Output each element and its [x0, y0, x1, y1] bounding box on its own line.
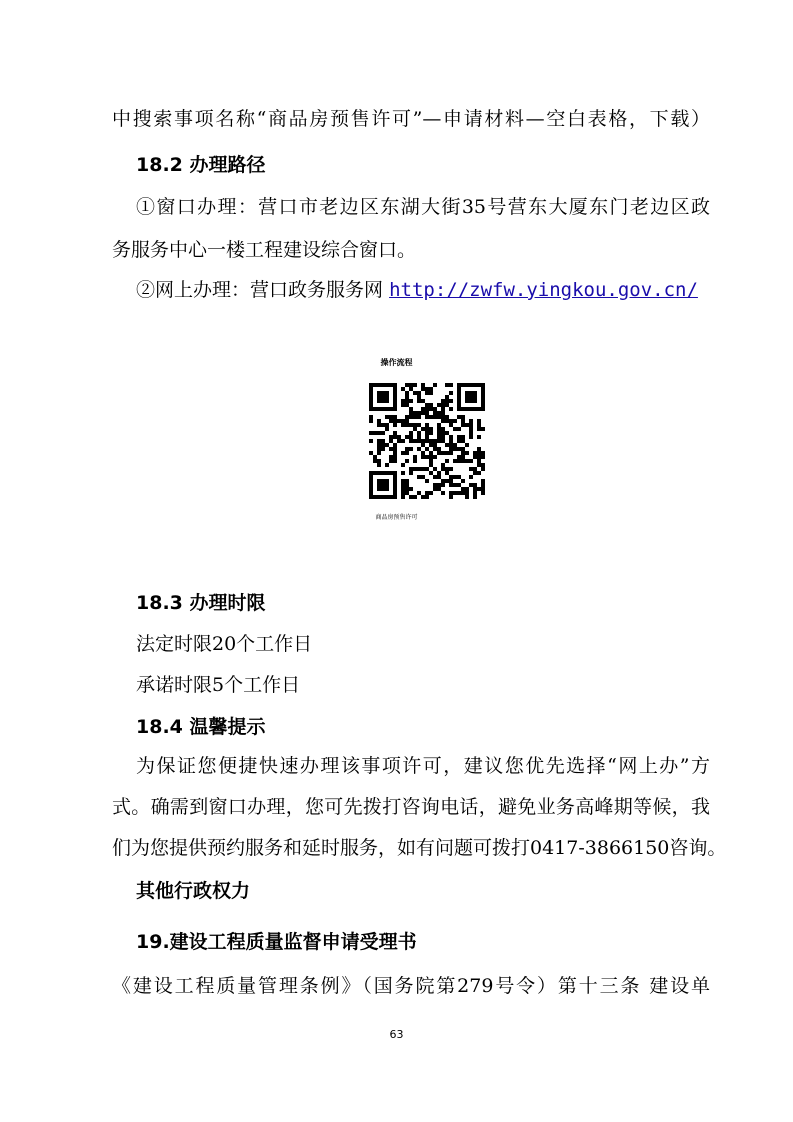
- law-citation-line: 《建设工程质量管理条例》（国务院第279号令）第十三条 建设单: [112, 975, 710, 997]
- route-online-label: ②网上办理：营口政务服务网: [136, 279, 384, 301]
- page-number: 63: [389, 1028, 404, 1041]
- tip-line-1: 为保证您便捷快速办理该事项许可，建议您优先选择“网上办”方: [136, 755, 710, 777]
- legal-time-limit: 法定时限20个工作日: [136, 633, 313, 655]
- tip-line-3: 们为您提供预约服务和延时服务，如有问题可拨打0417-3866150咨询。: [112, 837, 727, 859]
- body-text-line: 中搜索事项名称“商品房预售许可”—申请材料—空白表格，下载）: [112, 108, 710, 130]
- section-heading-18-3: 18.3 办理时限: [136, 592, 266, 614]
- route-window-line-1: ①窗口办理：营口市老边区东湖大街35号营东大厦东门老边区政: [136, 196, 710, 218]
- qr-title: 操作流程: [380, 358, 413, 367]
- tip-line-2: 式。确需到窗口办理，您可先拨打咨询电话，避免业务高峰期等候，我: [112, 796, 710, 818]
- route-window-line-2: 务服务中心一楼工程建设综合窗口。: [112, 239, 417, 261]
- section-heading-other-powers: 其他行政权力: [136, 880, 251, 902]
- section-heading-18-4: 18.4 温馨提示: [136, 716, 266, 738]
- promised-time-limit: 承诺时限5个工作日: [136, 674, 301, 696]
- route-online-line: [136, 275, 698, 302]
- qr-code-image: [369, 383, 485, 499]
- qr-caption: 商品房预售许可: [375, 514, 418, 521]
- section-heading-18-2: 18.2 办理路径: [136, 154, 266, 176]
- service-portal-link[interactable]: http://zwfw.yingkou.gov.cn/: [389, 279, 698, 301]
- section-heading-19: 19.建设工程质量监督申请受理书: [136, 931, 417, 953]
